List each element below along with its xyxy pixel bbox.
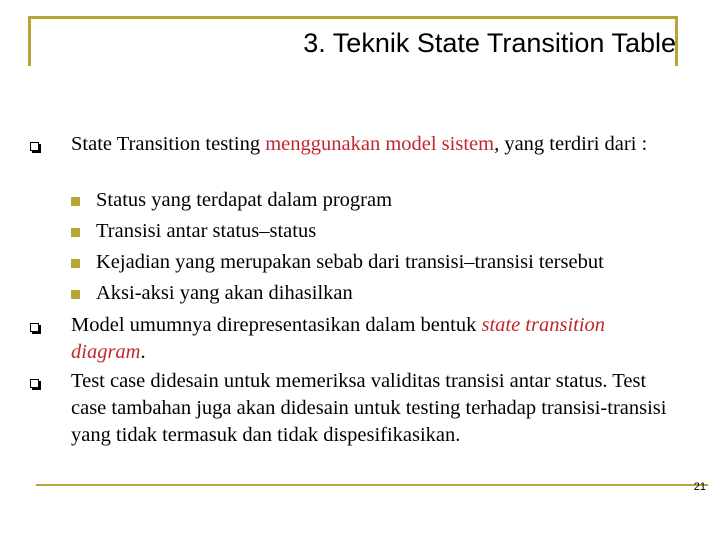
square-bullet-icon	[71, 197, 80, 206]
checkbox-bullet-icon	[30, 142, 39, 151]
footer-divider	[36, 484, 708, 486]
bullet-1-text-start: State Transition testing	[71, 133, 266, 155]
bullet-1-highlight: menggunakan model sistem	[265, 133, 495, 155]
checkbox-bullet-icon	[30, 323, 39, 332]
square-bullet-icon	[71, 290, 80, 299]
slide-title: 3. Teknik State Transition Table	[303, 28, 676, 58]
bullet-2-text	[71, 312, 631, 366]
square-bullet-icon	[71, 228, 80, 237]
sub-item: Kejadian yang merupakan sebab dari transisi–transisi tersebut	[96, 251, 604, 273]
bullet-2-text-start: Model umumnya direpresentasikan dalam bentuk	[71, 314, 482, 336]
bullet-3-text: Test case didesain untuk memeriksa validitas transisi antar status. Test case tambahan juga akan didesain untuk testing terhadap transisi-transisi yang tidak termasuk dan tidak dispesifikasikan.	[71, 370, 667, 446]
sub-item: Status yang terdapat dalam program	[96, 189, 393, 211]
title-frame-top	[28, 16, 678, 19]
bullet-1-text-end: , yang terdiri dari :	[494, 133, 648, 155]
bullet-2-text-end: .	[140, 341, 146, 363]
title-frame-left	[28, 16, 31, 66]
sub-item: Aksi-aksi yang akan dihasilkan	[96, 282, 353, 304]
bullet-1-text	[71, 131, 701, 158]
square-bullet-icon	[71, 259, 80, 268]
page-number: 21	[693, 481, 706, 493]
checkbox-bullet-icon	[30, 379, 39, 388]
sub-item: Transisi antar status–status	[96, 220, 317, 242]
bullet-2-highlight: state transition diagram	[71, 314, 606, 363]
